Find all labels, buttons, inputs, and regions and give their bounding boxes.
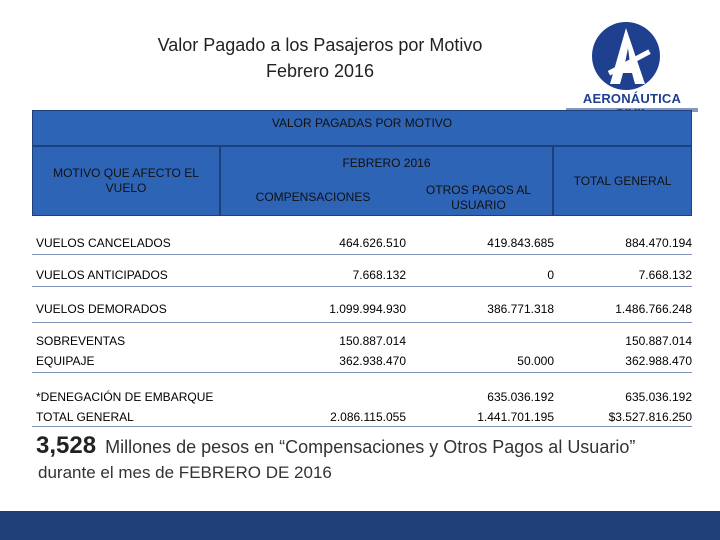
page-title (60, 32, 580, 84)
row-otros: 50.000 (517, 354, 554, 368)
summary-line (36, 432, 635, 460)
row-comp: 7.668.132 (352, 268, 406, 282)
header-compensaciones-label: COMPENSACIONES (255, 190, 371, 204)
row-comp: 1.099.994.930 (329, 302, 406, 316)
header-otros (405, 180, 553, 216)
row-otros: 0 (547, 268, 554, 282)
row-total: 635.036.192 (625, 390, 692, 404)
row-otros: 635.036.192 (487, 390, 554, 404)
row-divider (32, 322, 692, 323)
row-divider (32, 286, 692, 287)
title-line-1: Valor Pagado a los Pasajeros por Motivo (157, 35, 483, 55)
header-compensaciones (220, 180, 405, 216)
row-divider (32, 372, 692, 373)
row-comp: 2.086.115.055 (330, 410, 406, 424)
row-total: $3.527.816.250 (608, 410, 692, 424)
row-total: 884.470.194 (625, 236, 692, 250)
row-otros: 419.843.685 (487, 236, 554, 250)
row-motivo: EQUIPAJE (36, 354, 95, 368)
header-total-label: TOTAL GENERAL (573, 173, 672, 188)
row-total: 1.486.766.248 (615, 302, 692, 316)
title-line-2: Febrero 2016 (265, 61, 375, 81)
header-motivo-label: MOTIVO QUE AFECTO EL VUELO (53, 166, 199, 195)
row-motivo: SOBREVENTAS (36, 334, 126, 348)
row-total: 7.668.132 (638, 268, 692, 282)
row-otros: 386.771.318 (487, 302, 554, 316)
row-comp: 150.887.014 (339, 334, 406, 348)
header-febrero-label: FEBRERO 2016 (342, 156, 431, 170)
row-comp: 362.938.470 (339, 354, 406, 368)
row-motivo: VUELOS DEMORADOS (36, 302, 167, 316)
row-motivo: VUELOS CANCELADOS (36, 236, 171, 250)
banner-label: VALOR PAGADAS POR MOTIVO (271, 116, 453, 130)
summary-text: Millones de pesos en “Compensaciones y Otros Pagos al Usuario” (105, 437, 636, 457)
row-comp: 464.626.510 (339, 236, 406, 250)
header-motivo (32, 146, 220, 216)
header-total (553, 146, 692, 216)
table-bottom-border (32, 426, 692, 427)
header-otros-label: OTROS PAGOS AL USUARIO (425, 182, 532, 212)
row-otros: 1.441.701.195 (477, 410, 554, 424)
logo-name: AERONÁUTICA (582, 91, 682, 106)
row-total: 150.887.014 (625, 334, 692, 348)
row-motivo: TOTAL GENERAL (36, 410, 134, 424)
row-motivo: VUELOS ANTICIPADOS (36, 268, 168, 282)
table-banner (32, 110, 692, 146)
footer-bar (0, 511, 720, 540)
row-total: 362.988.470 (625, 354, 692, 368)
header-febrero (220, 146, 553, 180)
row-motivo: *DENEGACIÓN DE EMBARQUE (36, 390, 214, 404)
summary-big-number: 3,528 (36, 432, 97, 459)
summary-line-2: durante el mes de FEBRERO DE 2016 (38, 463, 332, 482)
row-divider (32, 254, 692, 255)
